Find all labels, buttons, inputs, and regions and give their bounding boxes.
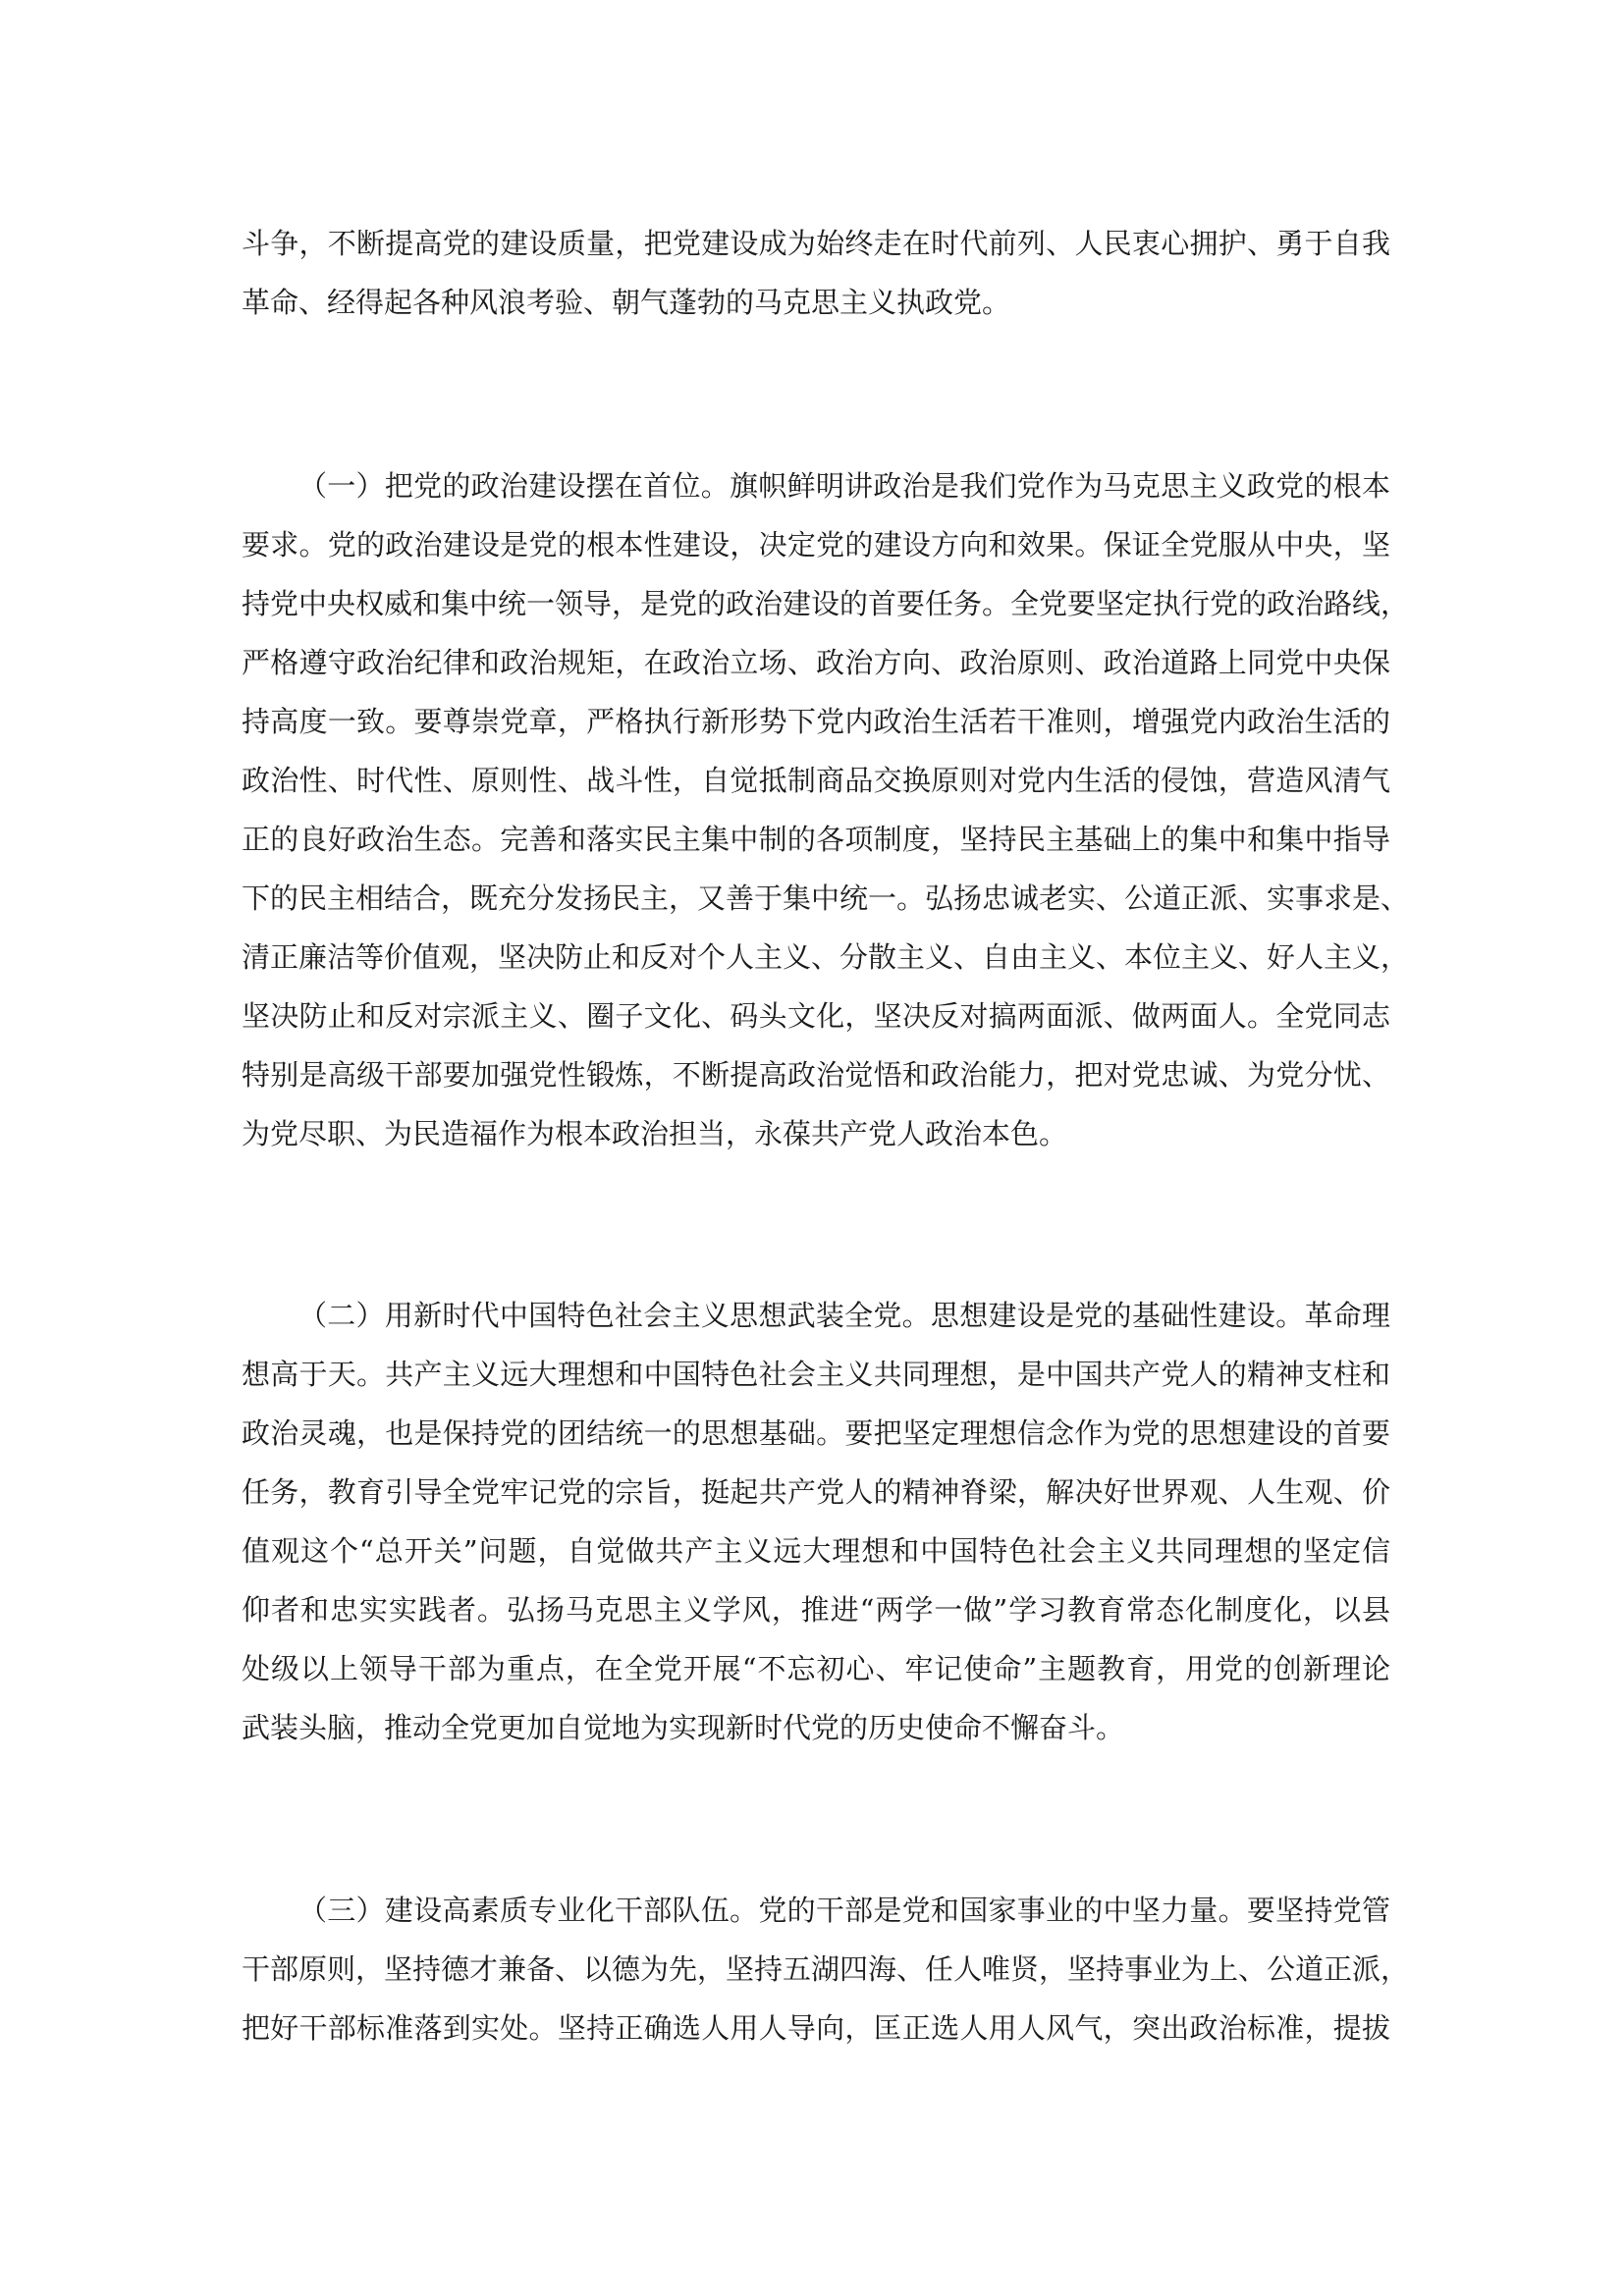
section2-line-2: 想高于天。共产主义远大理想和中国特色社会主义共同理想，是中国共产党人的精神支柱和 xyxy=(242,1358,1390,1391)
section3-line-2: 干部原则，坚持德才兼备、以德为先，坚持五湖四海、任人唯贤，坚持事业为上、公道正派， xyxy=(242,1952,1410,1986)
section3-line-1: （三）建设高素质专业化干部队伍。党的干部是党和国家事业的中坚力量。要坚持党管 xyxy=(298,1894,1390,1927)
section1-line-10: 坚决防止和反对宗派主义、圈子文化、码头文化，坚决反对搞两面派、做两面人。全党同志 xyxy=(242,999,1390,1033)
section2-line-3: 政治灵魂，也是保持党的团结统一的思想基础。要把坚定理想信念作为党的思想建设的首要 xyxy=(242,1416,1390,1450)
intro-line-2: 革命、经得起各种风浪考验、朝气蓬勃的马克思主义执政党。 xyxy=(242,286,1011,319)
intro-line-1: 斗争，不断提高党的建设质量，把党建设成为始终走在时代前列、人民衷心拥护、勇于自我 xyxy=(242,227,1390,260)
section1-line-5: 持高度一致。要尊崇党章，严格执行新形势下党内政治生活若干准则，增强党内政治生活的 xyxy=(242,705,1390,738)
section1-line-6: 政治性、时代性、原则性、战斗性，自觉抵制商品交换原则对党内生活的侵蚀，营造风清气 xyxy=(242,764,1390,797)
section1-line-11: 特别是高级干部要加强党性锻炼，不断提高政治觉悟和政治能力，把对党忠诚、为党分忧、 xyxy=(242,1058,1390,1092)
section2-line-6: 仰者和忠实实践者。弘扬马克思主义学风，推进“两学一做”学习教育常态化制度化，以县 xyxy=(242,1593,1390,1627)
section1-line-7: 正的良好政治生态。完善和落实民主集中制的各项制度，坚持民主基础上的集中和集中指导 xyxy=(242,823,1390,856)
section1-line-9: 清正廉洁等价值观，坚决防止和反对个人主义、分散主义、自由主义、本位主义、好人主义， xyxy=(242,940,1410,974)
section1-line-3: 持党中央权威和集中统一领导，是党的政治建设的首要任务。全党要坚定执行党的政治路线， xyxy=(242,587,1410,620)
section2-line-5: 值观这个“总开关”问题，自觉做共产主义远大理想和中国特色社会主义共同理想的坚定信 xyxy=(242,1534,1390,1568)
section1-line-8: 下的民主相结合，既充分发扬民主，又善于集中统一。弘扬忠诚老实、公道正派、实事求是、 xyxy=(242,881,1410,915)
section3-line-3: 把好干部标准落到实处。坚持正确选人用人导向，匡正选人用人风气，突出政治标准，提拔 xyxy=(242,2011,1390,2045)
section2-line-1: （二）用新时代中国特色社会主义思想武装全党。思想建设是党的基础性建设。革命理 xyxy=(298,1299,1390,1332)
section2-line-7: 处级以上领导干部为重点，在全党开展“不忘初心、牢记使命”主题教育，用党的创新理论 xyxy=(242,1652,1390,1685)
section1-line-4: 严格遵守政治纪律和政治规矩，在政治立场、政治方向、政治原则、政治道路上同党中央保 xyxy=(242,646,1390,679)
section1-line-1: （一）把党的政治建设摆在首位。旗帜鲜明讲政治是我们党作为马克思主义政党的根本 xyxy=(298,469,1390,503)
section2-line-8: 武装头脑，推动全党更加自觉地为实现新时代党的历史使命不懈奋斗。 xyxy=(242,1711,1125,1744)
section1-line-2: 要求。党的政治建设是党的根本性建设，决定党的建设方向和效果。保证全党服从中央，坚 xyxy=(242,528,1390,561)
section2-line-4: 任务，教育引导全党牢记党的宗旨，挺起共产党人的精神脊梁，解决好世界观、人生观、价 xyxy=(242,1475,1390,1509)
section1-line-12: 为党尽职、为民造福作为根本政治担当，永葆共产党人政治本色。 xyxy=(242,1117,1068,1150)
